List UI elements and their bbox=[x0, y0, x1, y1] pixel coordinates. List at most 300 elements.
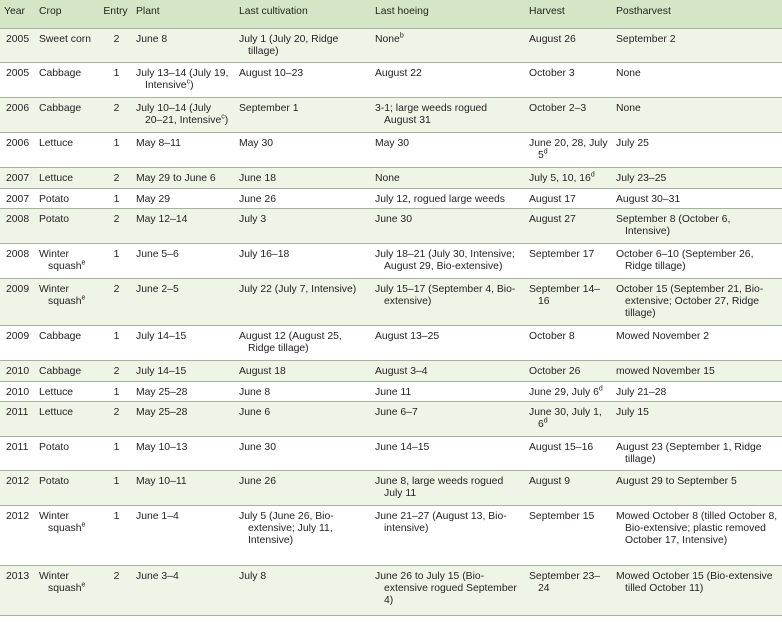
cell-entry-text bbox=[105, 442, 128, 454]
cell-last-hoeing bbox=[371, 401, 525, 436]
cell-postharvest-value: September 2 bbox=[616, 33, 676, 45]
cell-harvest-text bbox=[529, 442, 608, 454]
cell-last-hoeing-text bbox=[375, 387, 521, 399]
cell-postharvest-value: October 15 (September 21, Bio-extensive; October 27, Ridge tillage) bbox=[616, 283, 764, 319]
cell-postharvest bbox=[612, 243, 782, 278]
cell-last-hoeing bbox=[371, 243, 525, 278]
cell-crop-text bbox=[39, 331, 95, 343]
table-row bbox=[0, 360, 782, 381]
cell-postharvest-text bbox=[616, 331, 778, 343]
cell-year-value: 2012 bbox=[6, 510, 30, 522]
cell-postharvest-text bbox=[616, 34, 778, 46]
cell-last-hoeing bbox=[371, 208, 525, 243]
cell-last-hoeing-value: July 15–17 (September 4, Bio-extensive) bbox=[375, 283, 516, 307]
cell-harvest-text bbox=[529, 138, 608, 162]
table-row bbox=[0, 278, 782, 325]
cell-entry-text bbox=[105, 173, 128, 185]
cell-postharvest bbox=[612, 62, 782, 97]
cell-year bbox=[0, 360, 35, 381]
cell-entry-value: 2 bbox=[113, 213, 120, 225]
cell-last-hoeing bbox=[371, 188, 525, 208]
cell-year-value: 2009 bbox=[6, 330, 30, 342]
cell-crop-text bbox=[39, 571, 95, 595]
cell-last-hoeing-value: July 18–21 (July 30, Intensive; August 29, Bio-extensive) bbox=[375, 248, 515, 272]
cell-last-cultivation bbox=[235, 360, 371, 381]
cell-entry bbox=[99, 505, 132, 565]
cell-entry-text bbox=[105, 138, 128, 150]
cell-crop-value: Potato bbox=[39, 441, 70, 453]
table-row bbox=[0, 470, 782, 505]
cell-last-hoeing-text bbox=[375, 571, 521, 607]
cell-last-cultivation-text bbox=[239, 511, 367, 547]
footnote-marker: e bbox=[81, 294, 86, 302]
cell-plant-value: May 25–28 bbox=[136, 406, 188, 418]
cell-harvest-value: September 14–16 bbox=[529, 283, 601, 307]
cell-plant bbox=[132, 167, 235, 188]
cell-postharvest-text bbox=[616, 173, 778, 185]
cell-harvest-value: August 27 bbox=[529, 213, 576, 225]
cell-year-value: 2008 bbox=[6, 248, 30, 260]
cell-last-hoeing-value: May 30 bbox=[375, 137, 410, 149]
cell-postharvest-text bbox=[616, 284, 778, 320]
cell-crop-text bbox=[39, 387, 95, 399]
cell-plant-text bbox=[136, 249, 231, 261]
cell-postharvest-text bbox=[616, 68, 778, 80]
cell-postharvest-text bbox=[616, 366, 778, 378]
cell-crop-text bbox=[39, 249, 95, 273]
cell-harvest bbox=[525, 401, 612, 436]
cell-postharvest-text bbox=[616, 214, 778, 238]
cell-crop-value: Potato bbox=[39, 475, 70, 487]
header-last-hoeing: Last hoeing bbox=[371, 0, 525, 28]
cell-postharvest-value: September 8 (October 6, Intensive) bbox=[616, 213, 731, 237]
cell-last-cultivation bbox=[235, 401, 371, 436]
cell-harvest bbox=[525, 132, 612, 167]
cell-last-cultivation-value: July 1 (July 20, Ridge tillage) bbox=[239, 33, 339, 57]
cell-postharvest-value: None bbox=[616, 102, 641, 114]
cell-last-hoeing-text bbox=[375, 511, 521, 535]
cell-year bbox=[0, 28, 35, 62]
cell-year-text bbox=[6, 249, 31, 261]
cell-entry-value: 2 bbox=[113, 172, 120, 184]
cell-plant-value: May 29 to June 6 bbox=[136, 172, 216, 184]
cell-harvest bbox=[525, 470, 612, 505]
cell-last-cultivation-text bbox=[239, 284, 367, 296]
cell-postharvest-text bbox=[616, 476, 778, 488]
cell-year-value: 2013 bbox=[6, 570, 30, 582]
cell-last-cultivation bbox=[235, 28, 371, 62]
cell-harvest bbox=[525, 436, 612, 470]
cell-crop-value: Winter squash bbox=[39, 510, 82, 534]
cell-entry bbox=[99, 325, 132, 360]
cell-plant-tail: ) bbox=[224, 114, 229, 126]
cell-year-value: 2010 bbox=[6, 365, 30, 377]
cell-year bbox=[0, 470, 35, 505]
cell-postharvest-text bbox=[616, 194, 778, 206]
cell-year-text bbox=[6, 173, 31, 185]
cell-last-cultivation bbox=[235, 188, 371, 208]
cell-last-cultivation-text bbox=[239, 331, 367, 355]
cell-plant bbox=[132, 62, 235, 97]
cell-entry bbox=[99, 381, 132, 401]
cell-crop-text bbox=[39, 476, 95, 488]
cell-harvest bbox=[525, 325, 612, 360]
header-postharvest: Postharvest bbox=[612, 0, 782, 28]
cell-year-value: 2011 bbox=[6, 441, 29, 453]
cell-postharvest-text bbox=[616, 103, 778, 115]
cell-year bbox=[0, 132, 35, 167]
cell-harvest-value: August 26 bbox=[529, 33, 576, 45]
cell-postharvest-text bbox=[616, 407, 778, 419]
cell-plant bbox=[132, 97, 235, 132]
cell-harvest-value: October 26 bbox=[529, 365, 581, 377]
cell-last-hoeing-text bbox=[375, 442, 521, 454]
cell-harvest-value: June 30, July 1, 6 bbox=[529, 406, 602, 430]
cell-last-cultivation-value: August 18 bbox=[239, 365, 286, 377]
cell-entry bbox=[99, 188, 132, 208]
cell-last-cultivation-text bbox=[239, 366, 367, 378]
cell-last-cultivation bbox=[235, 97, 371, 132]
cell-postharvest-value: August 23 (September 1, Ridge tillage) bbox=[616, 441, 762, 465]
cell-entry bbox=[99, 360, 132, 381]
cell-year bbox=[0, 278, 35, 325]
cell-crop bbox=[35, 360, 99, 381]
cell-plant bbox=[132, 360, 235, 381]
footnote-marker: d bbox=[543, 148, 548, 156]
cell-year-text bbox=[6, 442, 31, 454]
cell-last-hoeing-text bbox=[375, 249, 521, 273]
cell-last-cultivation-value: July 3 bbox=[239, 213, 267, 225]
cell-last-hoeing-text bbox=[375, 103, 521, 127]
cell-last-cultivation-text bbox=[239, 68, 367, 80]
cell-last-hoeing-value: June 26 to July 15 (Bio-extensive rogued September 4) bbox=[375, 570, 517, 606]
table-row bbox=[0, 436, 782, 470]
cell-crop bbox=[35, 243, 99, 278]
table-row bbox=[0, 188, 782, 208]
cell-postharvest-text bbox=[616, 387, 778, 399]
table-row bbox=[0, 243, 782, 278]
cell-postharvest-value: Mowed November 2 bbox=[616, 330, 709, 342]
cell-last-hoeing-text bbox=[375, 173, 521, 185]
cell-last-hoeing-value: None bbox=[375, 33, 400, 45]
cell-entry-value: 1 bbox=[113, 330, 120, 342]
header-crop: Crop bbox=[35, 0, 99, 28]
cell-plant-text bbox=[136, 138, 231, 150]
cell-last-hoeing bbox=[371, 505, 525, 565]
cell-entry-value: 2 bbox=[113, 570, 120, 582]
cell-crop-value: Lettuce bbox=[39, 406, 74, 418]
cell-last-hoeing-text bbox=[375, 34, 521, 46]
table-row bbox=[0, 505, 782, 565]
cell-postharvest-text bbox=[616, 511, 778, 547]
cell-year-value: 2011 bbox=[6, 406, 29, 418]
cell-harvest-text bbox=[529, 68, 608, 80]
cell-crop-value: Potato bbox=[39, 193, 70, 205]
cell-entry-text bbox=[105, 249, 128, 261]
cell-postharvest bbox=[612, 360, 782, 381]
cell-plant-value: July 14–15 bbox=[136, 330, 187, 342]
cell-entry-value: 2 bbox=[113, 102, 120, 114]
cell-entry-text bbox=[105, 407, 128, 419]
cell-postharvest bbox=[612, 132, 782, 167]
cell-crop bbox=[35, 167, 99, 188]
cell-entry-text bbox=[105, 331, 128, 343]
cell-plant-text bbox=[136, 366, 231, 378]
cell-entry-text bbox=[105, 511, 128, 523]
cell-harvest-value: August 15–16 bbox=[529, 441, 594, 453]
cell-entry-text bbox=[105, 103, 128, 115]
cell-harvest-value: October 2–3 bbox=[529, 102, 587, 114]
cell-harvest bbox=[525, 208, 612, 243]
cell-last-cultivation-value: July 5 (June 26, Bio-extensive; July 11, Intensive) bbox=[239, 510, 334, 546]
cell-harvest bbox=[525, 381, 612, 401]
cell-crop-value: Lettuce bbox=[39, 386, 74, 398]
cell-last-hoeing bbox=[371, 436, 525, 470]
cell-last-cultivation-text bbox=[239, 103, 367, 115]
cell-postharvest bbox=[612, 381, 782, 401]
cell-plant-text bbox=[136, 511, 231, 523]
cell-entry-value: 2 bbox=[113, 365, 120, 377]
cell-last-hoeing bbox=[371, 132, 525, 167]
cell-last-hoeing-text bbox=[375, 214, 521, 226]
cell-postharvest bbox=[612, 167, 782, 188]
cell-crop-text bbox=[39, 173, 95, 185]
cell-plant bbox=[132, 381, 235, 401]
cell-plant-value: June 3–4 bbox=[136, 570, 179, 582]
cell-year-value: 2005 bbox=[6, 33, 30, 45]
cell-harvest-value: October 8 bbox=[529, 330, 575, 342]
cell-plant-value: May 25–28 bbox=[136, 386, 188, 398]
cell-harvest-text bbox=[529, 476, 608, 488]
cell-plant-value: June 1–4 bbox=[136, 510, 179, 522]
cell-postharvest-value: July 21–28 bbox=[616, 386, 667, 398]
footnote-marker: c bbox=[221, 113, 225, 121]
footnote-marker: d bbox=[590, 171, 595, 179]
cell-entry bbox=[99, 278, 132, 325]
cell-last-cultivation bbox=[235, 325, 371, 360]
cell-crop bbox=[35, 505, 99, 565]
cell-entry-value: 1 bbox=[113, 510, 120, 522]
cell-plant bbox=[132, 243, 235, 278]
cell-plant-text bbox=[136, 476, 231, 488]
cell-plant-value: May 8–11 bbox=[136, 137, 181, 149]
cell-last-cultivation-value: July 16–18 bbox=[239, 248, 290, 260]
cell-plant-text bbox=[136, 442, 231, 454]
cell-harvest bbox=[525, 97, 612, 132]
footnote-marker: d bbox=[543, 417, 548, 425]
cell-postharvest-text bbox=[616, 442, 778, 466]
cell-last-hoeing bbox=[371, 470, 525, 505]
cell-postharvest bbox=[612, 97, 782, 132]
cell-entry bbox=[99, 470, 132, 505]
cell-crop-value: Cabbage bbox=[39, 67, 82, 79]
cell-last-cultivation-value: June 26 bbox=[239, 475, 276, 487]
cell-last-cultivation bbox=[235, 436, 371, 470]
cell-postharvest bbox=[612, 470, 782, 505]
cell-last-cultivation-value: June 8 bbox=[239, 386, 271, 398]
cell-last-cultivation-text bbox=[239, 407, 367, 419]
cell-crop-text bbox=[39, 511, 95, 535]
cell-last-hoeing-value: August 22 bbox=[375, 67, 422, 79]
cell-last-cultivation-value: August 10–23 bbox=[239, 67, 304, 79]
table-row bbox=[0, 401, 782, 436]
cell-harvest-value: October 3 bbox=[529, 67, 575, 79]
cell-crop bbox=[35, 132, 99, 167]
cell-postharvest-text bbox=[616, 138, 778, 150]
cell-last-hoeing bbox=[371, 325, 525, 360]
cell-harvest-text bbox=[529, 366, 608, 378]
cell-postharvest-value: August 29 to September 5 bbox=[616, 475, 737, 487]
cell-harvest-value: September 23–24 bbox=[529, 570, 601, 594]
cell-harvest-value: August 17 bbox=[529, 193, 576, 205]
cell-year-text bbox=[6, 214, 31, 226]
cell-last-hoeing-value: June 8, large weeds rogued July 11 bbox=[375, 475, 504, 499]
cell-last-cultivation-text bbox=[239, 476, 367, 488]
cell-entry-value: 1 bbox=[113, 137, 120, 149]
cell-plant-value: May 10–11 bbox=[136, 475, 187, 487]
cell-last-hoeing bbox=[371, 62, 525, 97]
cell-year-text bbox=[6, 138, 31, 150]
cell-year bbox=[0, 62, 35, 97]
cell-postharvest bbox=[612, 505, 782, 565]
cell-year bbox=[0, 243, 35, 278]
cell-harvest-text bbox=[529, 214, 608, 226]
cell-crop-text bbox=[39, 366, 95, 378]
cell-crop-text bbox=[39, 407, 95, 419]
cell-year bbox=[0, 97, 35, 132]
cell-postharvest-text bbox=[616, 571, 778, 595]
cell-entry bbox=[99, 167, 132, 188]
cell-last-hoeing-text bbox=[375, 407, 521, 419]
cell-last-cultivation-value: June 6 bbox=[239, 406, 271, 418]
cell-crop bbox=[35, 401, 99, 436]
cell-postharvest bbox=[612, 436, 782, 470]
cell-harvest bbox=[525, 188, 612, 208]
cell-entry-text bbox=[105, 34, 128, 46]
cell-crop bbox=[35, 565, 99, 615]
cell-plant bbox=[132, 401, 235, 436]
cell-crop-value: Cabbage bbox=[39, 102, 82, 114]
cell-crop bbox=[35, 97, 99, 132]
cell-postharvest-value: July 15 bbox=[616, 406, 649, 418]
cell-last-hoeing-value: June 6–7 bbox=[375, 406, 418, 418]
table-row bbox=[0, 167, 782, 188]
cell-plant-value: June 8 bbox=[136, 33, 168, 45]
cell-crop-text bbox=[39, 284, 95, 308]
cell-plant-value: May 29 bbox=[136, 193, 171, 205]
cell-harvest-value: September 15 bbox=[529, 510, 595, 522]
cell-crop-value: Sweet corn bbox=[39, 33, 91, 45]
cell-plant-text bbox=[136, 214, 231, 226]
cell-plant bbox=[132, 505, 235, 565]
cell-last-cultivation bbox=[235, 381, 371, 401]
cell-year-value: 2012 bbox=[6, 475, 30, 487]
cell-harvest-value: June 20, 28, July 5 bbox=[529, 137, 608, 161]
cell-postharvest bbox=[612, 28, 782, 62]
cell-last-cultivation bbox=[235, 565, 371, 615]
cell-year-text bbox=[6, 366, 31, 378]
header-plant: Plant bbox=[132, 0, 235, 28]
cell-crop bbox=[35, 381, 99, 401]
cell-year-value: 2007 bbox=[6, 193, 30, 205]
cell-plant-text bbox=[136, 331, 231, 343]
cell-last-hoeing bbox=[371, 381, 525, 401]
cell-last-hoeing-text bbox=[375, 331, 521, 343]
cell-postharvest bbox=[612, 565, 782, 615]
cell-entry-text bbox=[105, 214, 128, 226]
cell-crop-text bbox=[39, 34, 95, 46]
cell-plant bbox=[132, 470, 235, 505]
cell-last-cultivation-text bbox=[239, 571, 367, 583]
cell-last-cultivation-text bbox=[239, 249, 367, 261]
cell-crop bbox=[35, 278, 99, 325]
cell-entry bbox=[99, 62, 132, 97]
footnote-marker: b bbox=[399, 32, 404, 40]
cell-last-hoeing bbox=[371, 360, 525, 381]
cell-harvest-text bbox=[529, 173, 608, 185]
cell-crop-text bbox=[39, 103, 95, 115]
footnote-marker: d bbox=[598, 385, 603, 393]
cell-plant-value: July 14–15 bbox=[136, 365, 187, 377]
cell-harvest-text bbox=[529, 407, 608, 431]
cell-harvest bbox=[525, 243, 612, 278]
cell-entry-value: 1 bbox=[113, 248, 120, 260]
cell-last-hoeing-text bbox=[375, 476, 521, 500]
cell-last-hoeing-text bbox=[375, 138, 521, 150]
cell-last-cultivation-value: July 22 (July 7, Intensive) bbox=[239, 283, 357, 295]
header-last-cultivation: Last cultivation bbox=[235, 0, 371, 28]
cell-year-text bbox=[6, 284, 31, 296]
cell-plant-tail: ) bbox=[190, 79, 194, 91]
cell-entry-value: 1 bbox=[113, 475, 120, 487]
cell-last-cultivation-text bbox=[239, 173, 367, 185]
cell-crop-value: Cabbage bbox=[39, 330, 82, 342]
cell-postharvest-value: October 6–10 (September 26, Ridge tillage) bbox=[616, 248, 754, 272]
cell-entry-value: 2 bbox=[113, 406, 120, 418]
cell-year-text bbox=[6, 571, 31, 583]
table-body bbox=[0, 28, 782, 615]
cell-harvest-text bbox=[529, 249, 608, 261]
cell-entry-text bbox=[105, 194, 128, 206]
cell-harvest-value: July 5, 10, 16 bbox=[529, 172, 591, 184]
cell-year-value: 2007 bbox=[6, 172, 30, 184]
cell-year-text bbox=[6, 34, 31, 46]
cell-entry-text bbox=[105, 387, 128, 399]
cell-harvest-text bbox=[529, 331, 608, 343]
cell-last-cultivation-value: September 1 bbox=[239, 102, 299, 114]
cell-entry bbox=[99, 97, 132, 132]
cell-last-hoeing-value: June 14–15 bbox=[375, 441, 430, 453]
cell-last-hoeing-value: 3-1; large weeds rogued August 31 bbox=[375, 102, 488, 126]
footnote-marker: e bbox=[81, 521, 86, 529]
cell-year-text bbox=[6, 194, 31, 206]
cell-last-cultivation-value: June 26 bbox=[239, 193, 276, 205]
cell-entry-value: 2 bbox=[113, 283, 120, 295]
cell-last-hoeing-value: June 30 bbox=[375, 213, 412, 225]
cell-entry-text bbox=[105, 68, 128, 80]
footnote-marker: c bbox=[186, 78, 191, 86]
cell-entry-value: 1 bbox=[113, 386, 120, 398]
cell-entry-text bbox=[105, 476, 128, 488]
table-row bbox=[0, 325, 782, 360]
cell-crop-text bbox=[39, 194, 95, 206]
cell-last-cultivation-text bbox=[239, 214, 367, 226]
table-row bbox=[0, 381, 782, 401]
cell-plant-value: May 12–14 bbox=[136, 213, 188, 225]
cell-postharvest bbox=[612, 325, 782, 360]
cell-last-cultivation-text bbox=[239, 34, 367, 58]
cell-harvest bbox=[525, 565, 612, 615]
